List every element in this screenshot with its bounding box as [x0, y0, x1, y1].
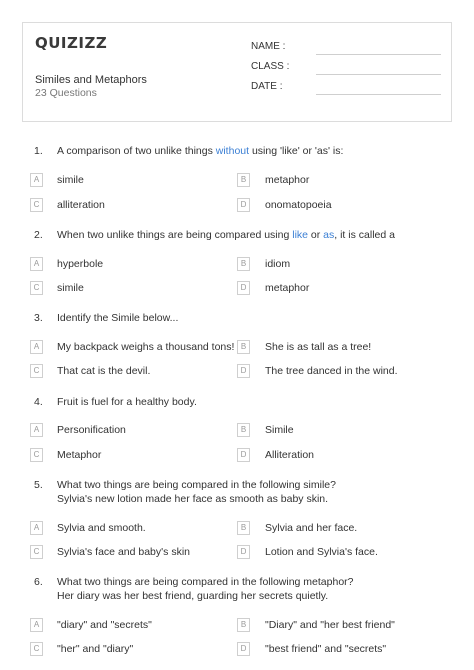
option-text: "Diary" and "her best friend" [265, 619, 395, 631]
option-letter-box: A [30, 521, 43, 535]
question-passage: Her diary was her best friend, guarding her secrets quietly. [57, 590, 329, 602]
option-text: That cat is the devil. [57, 365, 151, 377]
highlight-word: without [215, 145, 250, 157]
class-label: CLASS : [251, 61, 290, 72]
question-number: 3. [34, 312, 43, 324]
option-letter-box: B [237, 173, 250, 187]
option-text: Simile [265, 424, 294, 436]
option-letter-box: A [30, 618, 43, 632]
question-text: When two unlike things are being compared using like or as, it is called a [57, 229, 395, 241]
option-text: idiom [265, 258, 291, 270]
option-letter-box: B [237, 340, 250, 354]
option-letter-box: C [30, 642, 43, 656]
question-number: 6. [34, 576, 43, 588]
option-letter-box: C [30, 198, 43, 212]
quizizz-logo: QUIZIZZ [35, 34, 108, 52]
option-letter-box: C [30, 364, 43, 378]
date-label: DATE : [251, 81, 283, 92]
option-text: metaphor [265, 174, 310, 186]
question-count: 23 Questions [35, 87, 97, 99]
option-text: simile [57, 282, 84, 294]
date-line [316, 94, 441, 95]
option-letter-box: D [237, 642, 250, 656]
date-field[interactable] [251, 81, 441, 95]
option-letter-box: C [30, 448, 43, 462]
option-letter-box: A [30, 173, 43, 187]
option-text: metaphor [265, 282, 310, 294]
option-text: The tree danced in the wind. [265, 365, 398, 377]
option-letter-box: B [237, 257, 250, 271]
class-line [316, 74, 441, 75]
option-letter-box: B [237, 521, 250, 535]
option-letter-box: C [30, 281, 43, 295]
name-field[interactable] [251, 41, 441, 55]
highlight-word: like [292, 229, 308, 241]
option-text: Metaphor [57, 449, 102, 461]
option-text: Personification [57, 424, 126, 436]
worksheet-header [22, 22, 452, 122]
option-letter-box: D [237, 364, 250, 378]
question-text: What two things are being compared in the following metaphor? [57, 576, 354, 588]
question-passage: Sylvia's new lotion made her face as smooth as baby skin. [57, 493, 329, 505]
question-number: 5. [34, 479, 43, 491]
option-letter-box: A [30, 257, 43, 271]
option-text: alliteration [57, 199, 105, 211]
option-text: Sylvia's face and baby's skin [57, 546, 190, 558]
option-text: onomatopoeia [265, 199, 332, 211]
option-letter-box: B [237, 618, 250, 632]
option-text: Sylvia and her face. [265, 522, 358, 534]
option-text: Sylvia and smooth. [57, 522, 146, 534]
option-letter-box: D [237, 448, 250, 462]
option-letter-box: B [237, 423, 250, 437]
option-text: My backpack weighs a thousand tons! [57, 341, 235, 353]
question-number: 2. [34, 229, 43, 241]
question-number: 1. [34, 145, 43, 157]
option-text: Alliteration [265, 449, 315, 461]
option-letter-box: C [30, 545, 43, 559]
name-line [316, 54, 441, 55]
option-text: hyperbole [57, 258, 104, 270]
question-text: Fruit is fuel for a healthy body. [57, 396, 197, 408]
question-text: A comparison of two unlike things without using 'like' or 'as' is: [57, 145, 344, 157]
highlight-word: as [323, 229, 335, 241]
class-field[interactable] [251, 61, 441, 75]
option-text: She is as tall as a tree! [265, 341, 372, 353]
question-number: 4. [34, 396, 43, 408]
option-text: simile [57, 174, 84, 186]
option-text: "diary" and "secrets" [57, 619, 152, 631]
option-text: "her" and "diary" [57, 643, 134, 655]
option-letter-box: D [237, 198, 250, 212]
option-text: "best friend" and "secrets" [265, 643, 387, 655]
option-letter-box: D [237, 545, 250, 559]
option-letter-box: A [30, 340, 43, 354]
option-letter-box: A [30, 423, 43, 437]
worksheet-title: Similes and Metaphors [35, 74, 147, 86]
name-label: NAME : [251, 41, 286, 52]
option-letter-box: D [237, 281, 250, 295]
option-text: Lotion and Sylvia's face. [265, 546, 378, 558]
question-text: What two things are being compared in the following simile? [57, 479, 336, 491]
question-text: Identify the Simile below... [57, 312, 179, 324]
